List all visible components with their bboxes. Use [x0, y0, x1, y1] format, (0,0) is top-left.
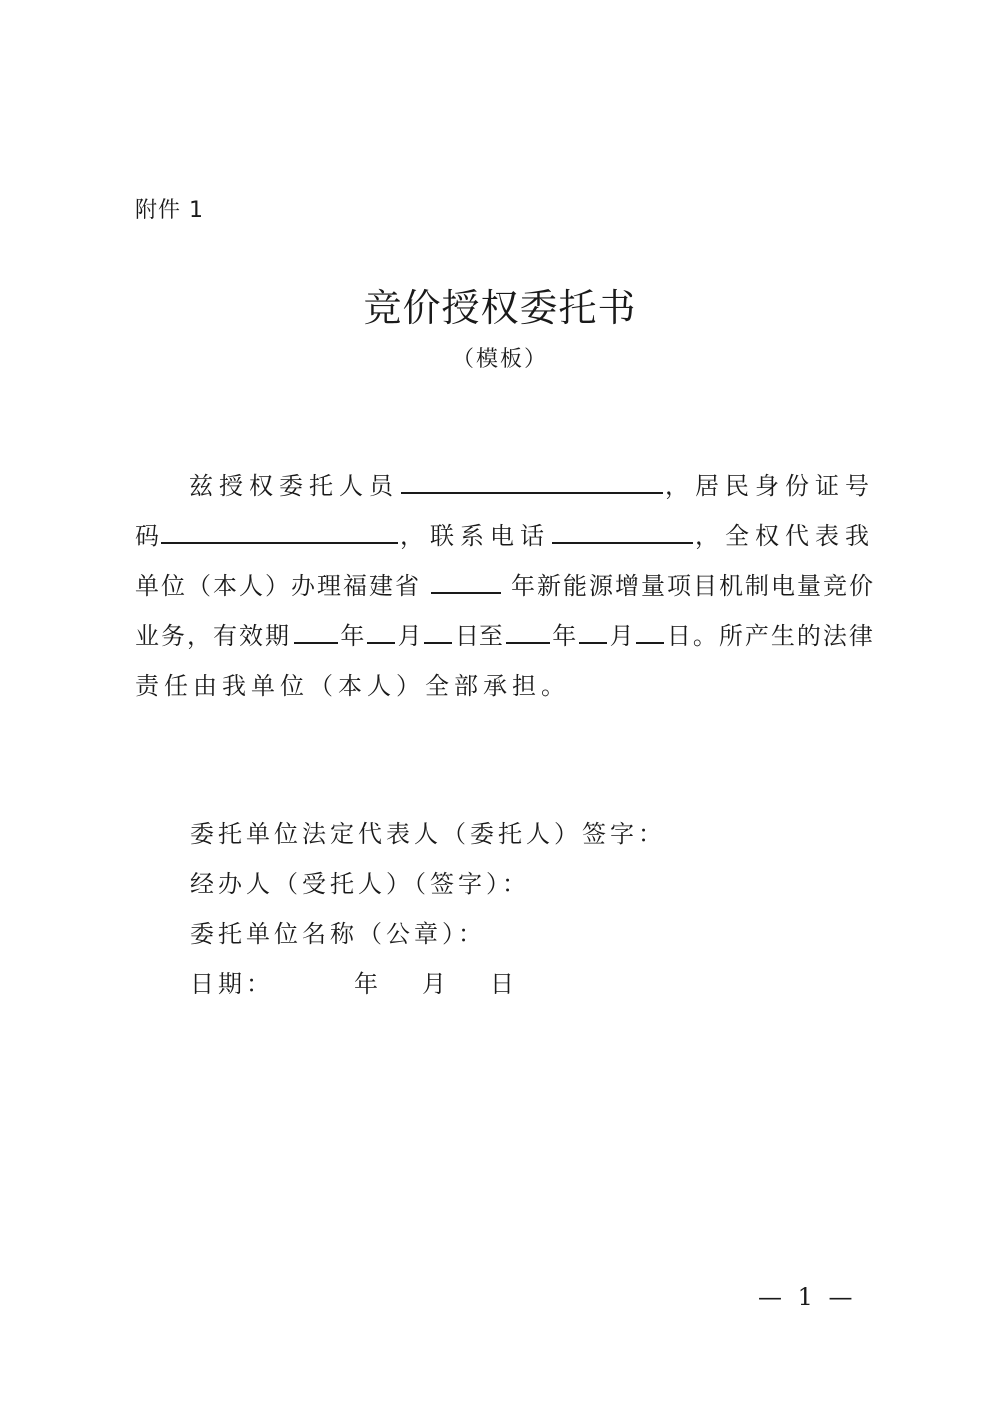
paragraph-line-5: 责任由我单位（本人）全部承担。	[135, 672, 570, 700]
date-label: 日期：	[190, 970, 274, 998]
paragraph-line-3	[135, 566, 875, 601]
paragraph-line-4	[135, 616, 875, 651]
document-subtitle: （模板）	[451, 347, 548, 372]
blank-year[interactable]	[431, 570, 501, 594]
text-day-to: 日至	[454, 622, 503, 650]
blank-phone[interactable]	[552, 520, 693, 544]
attachment-label: 附件 1	[135, 198, 204, 223]
blank-start-month[interactable]	[367, 620, 395, 644]
text-year-1: 年	[340, 622, 365, 650]
text-code: 码	[135, 522, 159, 550]
text-full-authority: ，全权代表我	[695, 522, 875, 550]
date-day: 日	[490, 970, 518, 998]
text-month-1: 月	[397, 622, 422, 650]
page-number: — 1 —	[758, 1283, 857, 1311]
legal-representative-signature-label: 委托单位法定代表人（委托人）签字：	[190, 820, 666, 848]
text-business-validity: 业务，有效期	[135, 622, 291, 650]
blank-start-day[interactable]	[424, 620, 452, 644]
organization-seal-label: 委托单位名称（公章）：	[190, 920, 486, 948]
blank-end-month[interactable]	[579, 620, 607, 644]
text-phone: ，联系电话	[399, 522, 550, 550]
text-day-legal: 日。所产生的法律	[666, 622, 875, 650]
document-title: 竞价授权委托书	[363, 286, 637, 330]
blank-person-name[interactable]	[401, 470, 663, 494]
text-unit-handle: 单位（本人）办理福建省	[135, 572, 421, 600]
date-line	[190, 964, 518, 999]
date-year: 年	[354, 970, 382, 998]
text-authorize-person: 兹授权委托人员	[189, 472, 399, 500]
blank-id-number[interactable]	[161, 520, 398, 544]
blank-end-day[interactable]	[636, 620, 664, 644]
text-project: 年新能源增量项目机制电量竞价	[511, 572, 875, 600]
text-month-2: 月	[609, 622, 634, 650]
paragraph-line-2	[135, 516, 875, 551]
agent-signature-label: 经办人（受托人）（签字）：	[190, 870, 530, 898]
text-year-2: 年	[552, 622, 577, 650]
paragraph-line-1	[135, 466, 875, 501]
date-month: 月	[422, 970, 450, 998]
blank-start-year[interactable]	[294, 620, 338, 644]
text-id-number: ，居民身份证号	[665, 472, 875, 500]
blank-end-year[interactable]	[506, 620, 550, 644]
